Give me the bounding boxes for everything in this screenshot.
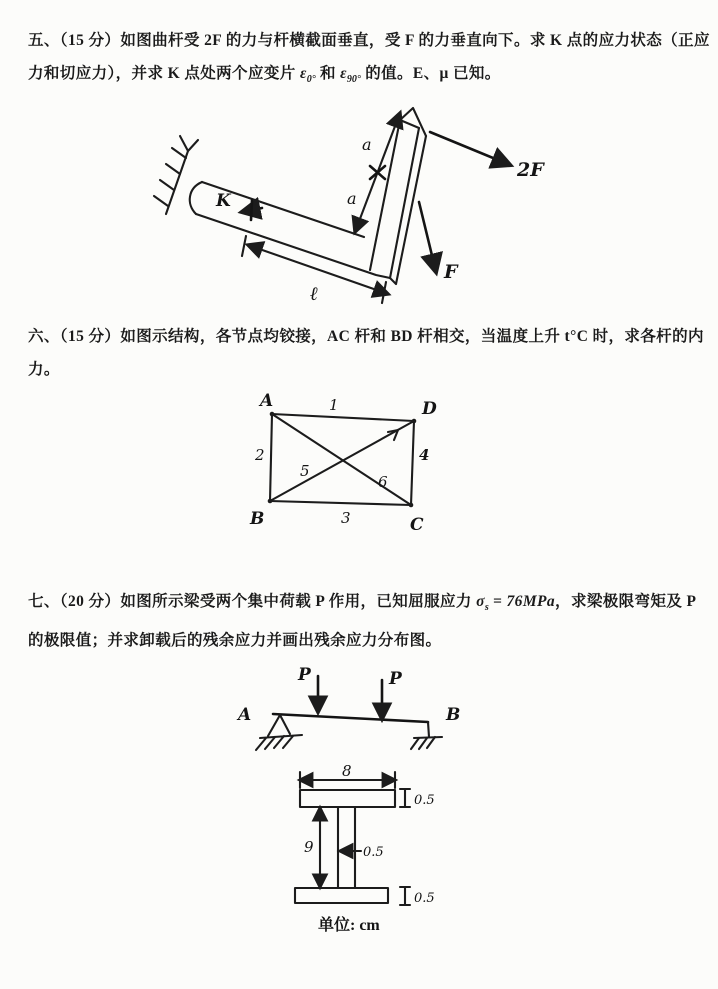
top-thickness-label: 0.5 (414, 793, 435, 808)
dimension-l (242, 236, 388, 305)
dimension-web-thickness (340, 845, 384, 860)
epsilon-symbol-1: ε (299, 65, 307, 82)
load-p1 (297, 665, 318, 712)
problem-5-line-1: 五、（15 分）如图曲杆受 2F 的力与杆横截面垂直，受 F 的力垂直向下。求 K 点的应力状态（正应 (28, 32, 710, 49)
dimension-bottom-thickness (400, 887, 435, 906)
figure-truss (226, 376, 466, 544)
member-bc (270, 501, 411, 505)
strain-gauge-angle-1: 0° (306, 74, 316, 86)
flange-width-label: 8 (342, 762, 352, 780)
figure-beam (218, 658, 482, 770)
member-bd (270, 421, 414, 501)
web-height-label: 9 (304, 838, 314, 856)
force-f-label: F (444, 261, 458, 283)
member-ac (272, 414, 411, 505)
web-thickness-label: 0.5 (363, 845, 384, 860)
node-d-label: D (422, 399, 437, 419)
figure-bent-bar (128, 96, 552, 314)
sigma-symbol: σ (476, 593, 485, 610)
figure-cross-section (268, 760, 472, 950)
support-a-label: A (238, 705, 252, 725)
problem-7-line-1 (28, 585, 696, 624)
member-ad (272, 414, 414, 421)
load-p2 (382, 669, 403, 719)
strain-gauge-angle-2: 90° (346, 74, 361, 86)
support-b-label: B (446, 705, 461, 725)
force-f-arrow (419, 202, 459, 283)
dim-l-label: ℓ (310, 283, 319, 305)
point-k-label: K (216, 191, 231, 211)
node-b-dot (268, 499, 273, 504)
fixed-support (154, 136, 202, 214)
force-2f-arrow (430, 132, 545, 181)
node-d-dot (412, 419, 417, 424)
bottom-thickness-label: 0.5 (414, 891, 435, 906)
node-a-label: A (260, 391, 274, 411)
support-b (411, 705, 460, 749)
problem-5-text (28, 24, 710, 96)
sigma-subscript: s (484, 602, 489, 614)
web (338, 807, 355, 888)
yield-stress-value: = 76MPa (488, 593, 556, 610)
member-3-label: 3 (341, 509, 351, 527)
member-4-label: 4 (419, 446, 430, 464)
force-2f-label: 2F (517, 159, 544, 181)
problem-7-line-2: 的极限值；并求卸载后的残余应力并画出残余应力分布图。 (28, 632, 442, 650)
dimension-web-height (304, 808, 320, 887)
problem-6-line-1: 六、（15 分）如图示结构，各节点均铰接，AC 杆和 BD 杆相交，当温度上升 t°C 时，求各杆的内 (28, 328, 704, 345)
member-ab (270, 414, 272, 501)
node-b-label: B (250, 509, 265, 529)
problem-6-line-2: 力。 (28, 361, 60, 378)
dimension-midpoint-cross (370, 166, 385, 179)
node-a-dot (270, 412, 275, 417)
member-5-label: 5 (300, 462, 310, 480)
problem-5-line-2 (28, 57, 696, 96)
member-6-label: 6 (378, 473, 388, 491)
member-dc (411, 421, 414, 505)
text-run: 力和切应力），并求 K 点处两个应变片 (28, 65, 300, 82)
member-2-label: 2 (255, 446, 265, 464)
node-c-dot (409, 503, 414, 508)
node-c-label: C (410, 515, 424, 535)
text-run: 七、（20 分）如图所示梁受两个集中荷载 P 作用，已知屈服应力 (28, 593, 477, 610)
text-run: ，求梁极限弯矩及 P (555, 593, 697, 610)
support-a (236, 705, 302, 750)
text-run: 的值。E、μ 已知。 (360, 65, 501, 82)
bottom-flange (295, 888, 388, 903)
dimension-flange-width (300, 762, 395, 788)
dimension-top-thickness (400, 789, 435, 808)
load-p2-label: P (389, 669, 402, 689)
truss-labels (249, 391, 437, 535)
dimension-a (347, 113, 400, 232)
load-p1-label: P (298, 665, 311, 685)
epsilon-symbol-2: ε (340, 65, 347, 82)
upper-arm (370, 108, 426, 284)
member-1-label: 1 (329, 396, 339, 414)
beam-line (273, 714, 428, 722)
problem-7-text (28, 585, 696, 657)
truss-members (270, 414, 414, 505)
text-run: 和 (315, 65, 341, 82)
dim-a-upper-label: a (362, 135, 372, 154)
dim-a-lower-label: a (347, 189, 357, 208)
units-caption: 单位: cm (318, 917, 380, 934)
top-flange (300, 790, 395, 807)
